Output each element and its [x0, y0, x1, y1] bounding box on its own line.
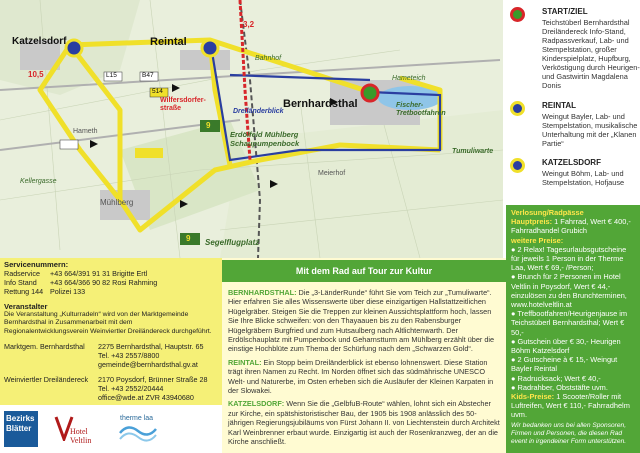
section-lead-reintal: REINTAL:	[228, 357, 262, 367]
section-text-bernhardsthal: Die „3-LänderRunde“ führt Sie vom Teich zur „Tumuliwarte“. Hier erfahren Sie alles Wissenswerte über diese einzigartigen Hallstattzeitlichen Hügelgräber. Steigen Sie die Treppen zur kleinen Aussichtsplattform hoch, lassen Sie Ihre Blicke schweifen: von den Thayaauen bis zu den Rabensburger Hügelgräbern Burgfried und zum Hutsaulberg nach Altlichtenwarth. Der Erdölschauplatz mit Pumpenbock und Geharnstturm am Mühlberg erzählt über die einstige Hochblüte zum Thema der Schürfung nach dem „Schwarzen Gold“.	[228, 288, 495, 354]
service-row-value: +43 664/391 91 31 Brigitte Ertl	[50, 269, 148, 278]
town-meierhof: Meierhof	[318, 170, 346, 177]
prize-heading: Verlosung/Radpässe	[511, 208, 584, 217]
prize-item: ● Treffbootfahren/Heurigenjause im Teichstüberl Bernhardsthal; Wert € 50,-	[511, 309, 628, 337]
service-row-value: +43 664/366 90 82 Rosi Rahming	[50, 278, 158, 287]
reintal-marker-icon	[510, 101, 525, 116]
start-marker-icon	[510, 7, 525, 22]
prize-item: ● Brunch für 2 Personen im Hotel Veltlin in Poysdorf, Wert € 44,- einzulösen zu den Brunchterminen, www.hotelveltlin.at	[511, 272, 627, 310]
prize-item: ● Radrucksack; Wert € 40,-	[511, 373, 601, 383]
label-tumuliwarte: Tumuliwarte	[452, 148, 494, 155]
hotel-veltlin-text: Hotel Veltlin	[70, 427, 92, 445]
contact-address: 2275 Bernhardsthal, Hauptstr. 65 Tel. +43 2557/8800 gemeinde@bernhardsthal.gv.at	[98, 342, 204, 370]
route-map	[0, 0, 503, 258]
prize-main-text: 1 Fahrrad, Wert € 400,- Fahrradhandel Grubich	[511, 217, 631, 236]
route-sign-9-top: 9	[206, 121, 211, 130]
legend-start	[510, 6, 640, 102]
route-sign-9-bottom: 9	[186, 234, 191, 243]
service-row-label: Radservice	[4, 269, 40, 278]
bezirksblaetter-logo: Bezirks Blätter	[4, 411, 38, 447]
town-hameth: Hameth	[73, 128, 98, 135]
sponsor-logos	[0, 405, 222, 453]
prize-main-label: Hauptpreis:	[511, 217, 553, 227]
legend-panel	[506, 0, 640, 205]
katzelsdorf-marker-icon	[510, 158, 525, 173]
label-kellergasse: Kellergasse	[20, 178, 57, 185]
prize-kids-label: Kids-Preise:	[511, 392, 555, 402]
service-heading: Servicenummern:	[4, 260, 69, 269]
contact-wde	[4, 375, 218, 402]
prize-panel	[506, 205, 640, 453]
town-muehlberg: Mühlberg	[100, 198, 134, 207]
therme-laa-logo	[118, 415, 158, 445]
route-km-10-5: 10,5	[28, 70, 44, 79]
service-row-label: Info Stand	[4, 278, 37, 287]
label-wilfersdorfer: Wilfersdorfer- straße	[160, 97, 206, 112]
prize-item: ● Radrahber, Obststäfte uvm.	[511, 382, 608, 392]
legend-reintal-title: REINTAL	[542, 101, 577, 110]
legend-katzelsdorf	[510, 157, 640, 199]
route-km-3-2: 3,2	[243, 20, 255, 29]
label-segelflugplatz: Segelflugplatz	[205, 238, 260, 247]
contact-name: Weinviertler Dreiländereck	[4, 375, 89, 385]
therme-laa-text: therme laa	[120, 415, 154, 422]
legend-reintal-text: Weingut Bayler, Lab- und Stempelstation, musikalische Unterhaltung mit der „Klanen Partie“	[542, 112, 638, 148]
town-bernhardsthal: Bernhardsthal	[283, 98, 358, 110]
road-label-l15: L15	[106, 72, 117, 79]
legend-reintal	[510, 100, 640, 150]
service-row	[4, 287, 218, 296]
main-text-panel	[222, 258, 506, 453]
main-title: Mit dem Rad auf Tour zur Kultur	[222, 260, 506, 282]
section-lead-katzelsdorf: KATZELSDORF:	[228, 399, 285, 409]
service-row-value: Polizei 133	[50, 287, 86, 296]
road-label-514: 514	[152, 88, 163, 95]
road-label-b47: B47	[142, 72, 154, 79]
town-reintal: Reintal	[150, 36, 187, 48]
prize-further-label: weitere Preise:	[511, 235, 564, 245]
section-text-reintal: Ein Stopp beim Dreiländerblick ist ebenso lohnenswert. Diese Station trägt ihren Namen zu Recht. Im Norden öffnet sich das südmährische UNESCO Welt- und Naturerbe, im Osten erheben sich die Ausläufer der Kleinen Karpaten in der Slowakei.	[228, 357, 494, 396]
label-bahnhof: Bahnhof	[255, 55, 282, 62]
section-lead-bernhardsthal: BERNHARDSTHAL:	[228, 288, 297, 297]
contact-bernhardsthal	[4, 342, 218, 369]
service-row	[4, 278, 218, 287]
organizer-heading: Veranstalter	[4, 302, 48, 311]
prize-kids-text: 1 Scooter/Roller mit Luftreifen, Wert € 110,- Fahrradhelm uvm.	[511, 392, 630, 420]
service-row-label: Rettung 144	[4, 287, 44, 296]
prize-item: ● 2 Gutscheine à € 15,- Weingut Bayler Reintal	[511, 355, 618, 374]
service-row	[4, 269, 218, 278]
town-katzelsdorf: Katzelsdorf	[12, 36, 67, 47]
legend-start-title: START/ZIEL	[542, 7, 588, 16]
label-dreilaenderblick: Dreiländerblick	[233, 108, 284, 115]
legend-start-text: Teichstüberl Bernhardsthal Dreiländereck Info-Stand, Radpassverkauf, Lab- und Stempelstation, großer Kinderspielplatz, Hupfburg, Verköstigung durch Heurigen- und Gastwirtin Magdalena Donis	[542, 18, 640, 90]
contact-name: Marktgem. Bernhardsthal	[4, 342, 85, 352]
legend-katzelsdorf-text: Weingut Böhm, Lab- und Stempelstation, Hofjause	[542, 169, 625, 187]
label-erdoelfeld: Erdölfeld Mühlberg Schaupumpenbock	[230, 130, 300, 148]
hotel-veltlin-logo	[52, 413, 108, 447]
prize-note: Wir bedanken uns bei allen Sponsoren, Firmen und Personen, die diesen Rad event in irgendeiner Form unterstützen.	[511, 421, 627, 445]
label-hameteich: Hameteich	[392, 75, 426, 82]
label-fischerfahren: Fischer- Tretbootfahren	[396, 102, 446, 117]
prize-item: ● 2 Relax! Tagesurlaubsgutscheine für jeweils 1 Person in der Therme Laa, Wert € 69,- /Person;	[511, 244, 627, 273]
prize-item: ● Gutschein über € 30,- Heurigen Böhm Katzelsdorf	[511, 336, 621, 356]
organizer-text: Die Veranstaltung „Kulturradeln“ wird von der Marktgemeinde Bernhardsthal in Zusammenarbeit mit dem Regionalentwicklungsverein Weinviertler Dreiländereck durchgeführt.	[4, 311, 212, 335]
contact-address: 2170 Poysdorf, Brünner Straße 28 Tel. +43 2552/20444 office@wde.at ZVR 43940680	[98, 375, 208, 403]
section-text-katzelsdorf: Wenn Sie die „GelbfuB-Route“ wählen, lohnt sich ein Abstecher zur Kirche, ein spätshistoristischer Bau, der 1905 bis 1908 anlässlich des 50-jährigen Regierungsjubiläums von Fürst Johann II. von Liechtenstein durch Architekt Karl Weinbrenner erbaut wurde. Einzigartig ist auch der Rosenkranzweg, der an die Kirche anschließt.	[228, 399, 500, 447]
legend-katzelsdorf-title: KATZELSDORF	[542, 158, 601, 167]
